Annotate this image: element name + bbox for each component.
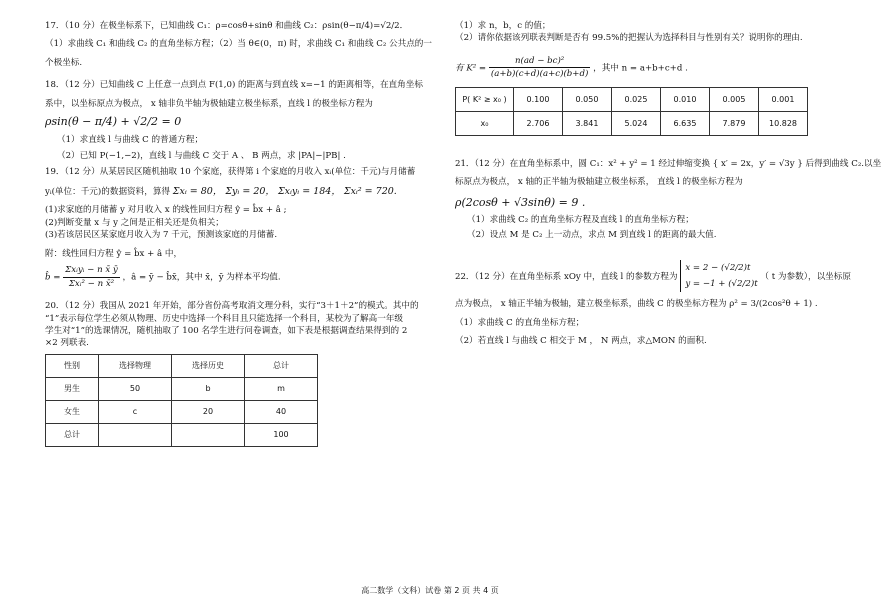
k2-formula-tail: ，其中 n = a+b+c+d . <box>593 63 688 74</box>
question-20-continued <box>455 20 825 136</box>
table-row <box>456 87 808 111</box>
page-footer: 高二数学（文科）试卷 第 2 页 共 4 页 <box>361 586 499 596</box>
q22-stem-1a: 22．（12 分）在直角坐标系 xOy 中，直线 l 的参数方程为 <box>455 271 678 282</box>
contingency-table <box>45 354 318 447</box>
table-cell: 40 <box>245 400 318 423</box>
table-cell: 0.100 <box>514 87 563 111</box>
k2-formula-lead: 有 K² = <box>455 63 487 74</box>
q21-stem-2: 标原点为极点， x 轴的正半轴为极轴建立极坐标系， 直线 l 的极坐标方程为 <box>455 177 743 188</box>
table-header-cell: 选择物理 <box>99 354 172 377</box>
q22-stem-1b: （ t 为参数），以坐标原 <box>760 271 851 282</box>
table-cell: 总计 <box>46 423 99 446</box>
q21-part-2: （2）设点 M 是 C₂ 上一动点，求点 M 到直线 l 的距离的最大值. <box>467 230 717 241</box>
q19-b-hat-label: b̂ = <box>45 272 64 283</box>
q21-stem-3: ρ(2cosθ + √3sinθ) = 9 . <box>455 195 586 209</box>
table-header-cell: 总计 <box>245 354 318 377</box>
q20-stem-1: 20．（12 分）我国从 2021 年开始，部分省份高考取消文理分科，实行“3＋1＋2”的模式。其中的 <box>45 301 419 312</box>
k2-formula <box>455 55 825 81</box>
q22-stem-1 <box>455 260 851 293</box>
q19-stem-2-text: yᵢ(单位：千元)的数据资料，算得 <box>45 186 171 197</box>
q21-part-1: （1）求曲线 C₂ 的直角坐标方程及直线 l 的直角坐标方程； <box>467 214 694 225</box>
q18-part-1: （1）求直线 l 与曲线 C 的普通方程； <box>57 135 204 146</box>
q22-param-system <box>680 260 757 293</box>
table-cell: 7.879 <box>710 111 759 135</box>
right-column <box>455 20 881 352</box>
q19-hint-tail: ，â = ȳ − b̂x̄，其中 x̄，ȳ 为样本平均值. <box>122 272 281 283</box>
table-row-label: P( K² ≥ x₀ ) <box>456 87 514 111</box>
critical-value-table <box>455 87 808 136</box>
table-cell: m <box>245 377 318 400</box>
q19-sums: Σxᵢ = 80， Σyᵢ = 20， Σxᵢyᵢ = 184， Σxᵢ² = 720. <box>172 185 397 197</box>
q19-b-fraction <box>63 264 120 290</box>
table-row <box>46 377 318 400</box>
q20-part-2: （2）请你依据该列联表判断是否有 99.5%的把握认为选择科目与性别有关？说明你的理由. <box>455 33 803 44</box>
q18-stem-2: 系中，以坐标原点为极点， x 轴非负半轴为极轴建立极坐标系，直线 l 的极坐标方程为 <box>45 98 373 109</box>
table-cell: 0.025 <box>612 87 661 111</box>
question-18 <box>45 73 435 162</box>
q20-part-1: （1）求 n，b，c 的值； <box>455 21 551 31</box>
table-row <box>46 400 318 423</box>
q18-stem-1: 18．（12 分）已知曲线 C 上任意一点到点 F(1,0) 的距离与到直线 x=−1 的距离相等，在直角坐标 <box>45 80 423 91</box>
table-cell: 6.635 <box>661 111 710 135</box>
q22-part-2: （2）若直线 l 与曲线 C 相交于 M ， N 两点，求△MON 的面积. <box>455 336 707 347</box>
question-21 <box>455 158 881 242</box>
q19-part-3: (3)若该居民区某家庭月收入为 7 千元，预测该家庭的月储蓄. <box>45 230 278 241</box>
table-cell: 10.828 <box>759 111 808 135</box>
q22-param-x: x = 2 − (√2/2)t <box>685 262 751 273</box>
table-cell: 0.010 <box>661 87 710 111</box>
table-header-cell: 性别 <box>46 354 99 377</box>
q19-stem-1: 19．（12 分）从某居民区随机抽取 10 个家庭，获得第 i 个家庭的月收入 xᵢ(单位：千元)与月储蓄 <box>45 167 416 178</box>
table-row-label: x₀ <box>456 111 514 135</box>
q18-formula: ρsin(θ − π/4) + √2/2 = 0 <box>45 115 182 129</box>
q19-hint: 附：线性回归方程 ŷ = b̂x + â 中， <box>45 248 183 259</box>
table-cell: 5.024 <box>612 111 661 135</box>
table-cell: 男生 <box>46 377 99 400</box>
q18-part-2: （2）已知 P(−1,−2)，直线 l 与曲线 C 交于 A 、 B 两点，求 |PA|−|PB| . <box>57 150 346 161</box>
left-column <box>45 20 435 451</box>
table-cell: b <box>172 377 245 400</box>
table-row <box>456 111 808 135</box>
k2-denominator: (a+b)(c+d)(a+c)(b+d) <box>490 69 589 80</box>
table-cell: 3.841 <box>563 111 612 135</box>
k2-fraction <box>489 55 591 81</box>
table-cell <box>172 423 245 446</box>
table-cell: 0.005 <box>710 87 759 111</box>
q17-stem: 17．（10 分）在极坐标系下，已知曲线 C₁：ρ=cosθ+sinθ 和曲线 C₂：ρsin(θ−π/4)=√2/2． <box>45 21 409 31</box>
table-cell: 20 <box>172 400 245 423</box>
q17-parts-cont: 个极坐标. <box>45 57 83 68</box>
q19-b-numerator: Σxᵢyᵢ − n x̄ ȳ <box>63 264 120 277</box>
q19-b-formula <box>45 264 435 290</box>
q20-stem-3: 学生对“1”的选课情况，随机抽取了 100 名学生进行问卷调查，如下表是根据调查结果得到的 2 <box>45 325 408 336</box>
table-cell: 0.050 <box>563 87 612 111</box>
question-22 <box>455 260 851 348</box>
q17-parts: （1）求曲线 C₁ 和曲线 C₂ 的直角坐标方程；（2）当 θ∈(0，π) 时，求曲线 C₁ 和曲线 C₂ 公共点的一 <box>45 39 432 50</box>
table-cell: 0.001 <box>759 87 808 111</box>
q21-stem-1: 21．（12 分）在直角坐标系中，圆 C₁：x² + y² = 1 经过伸缩变换 { x′ = 2x，y′ = √3y } 后得到曲线 C₂.以坐 <box>455 158 881 169</box>
table-cell: c <box>99 400 172 423</box>
q22-param-y: y = −1 + (√2/2)t <box>685 278 758 289</box>
question-20 <box>45 294 435 447</box>
table-cell <box>99 423 172 446</box>
table-row <box>46 423 318 446</box>
q22-stem-2: 点为极点， x 轴正半轴为极轴，建立极坐标系，曲线 C 的极坐标方程为 ρ² = 3/(2cos²θ + 1) . <box>455 299 818 310</box>
k2-numerator: n(ad − bc)² <box>489 55 591 68</box>
q22-part-1: （1）求曲线 C 的直角坐标方程； <box>455 317 585 328</box>
q19-part-2: (2)判断变量 x 与 y 之间是正相关还是负相关； <box>45 217 224 228</box>
question-17 <box>45 20 435 69</box>
q19-b-denominator: Σxᵢ² − n x̄² <box>68 278 115 289</box>
q20-stem-2: “1”表示每位学生必须从物理、历史中选择一个科目且只能选择一个科目，某校为了解高一年级 <box>45 313 404 324</box>
table-cell: 2.706 <box>514 111 563 135</box>
q19-stem-2 <box>45 185 435 199</box>
q19-part-1: (1)求家庭的月储蓄 y 对月收入 x 的线性回归方程 ŷ = b̂x + â ; <box>45 205 287 216</box>
table-header-cell: 选择历史 <box>172 354 245 377</box>
table-cell: 50 <box>99 377 172 400</box>
table-header-row <box>46 354 318 377</box>
question-19 <box>45 166 435 290</box>
q20-stem-4: ×2 列联表. <box>45 338 89 349</box>
table-cell: 100 <box>245 423 318 446</box>
table-cell: 女生 <box>46 400 99 423</box>
